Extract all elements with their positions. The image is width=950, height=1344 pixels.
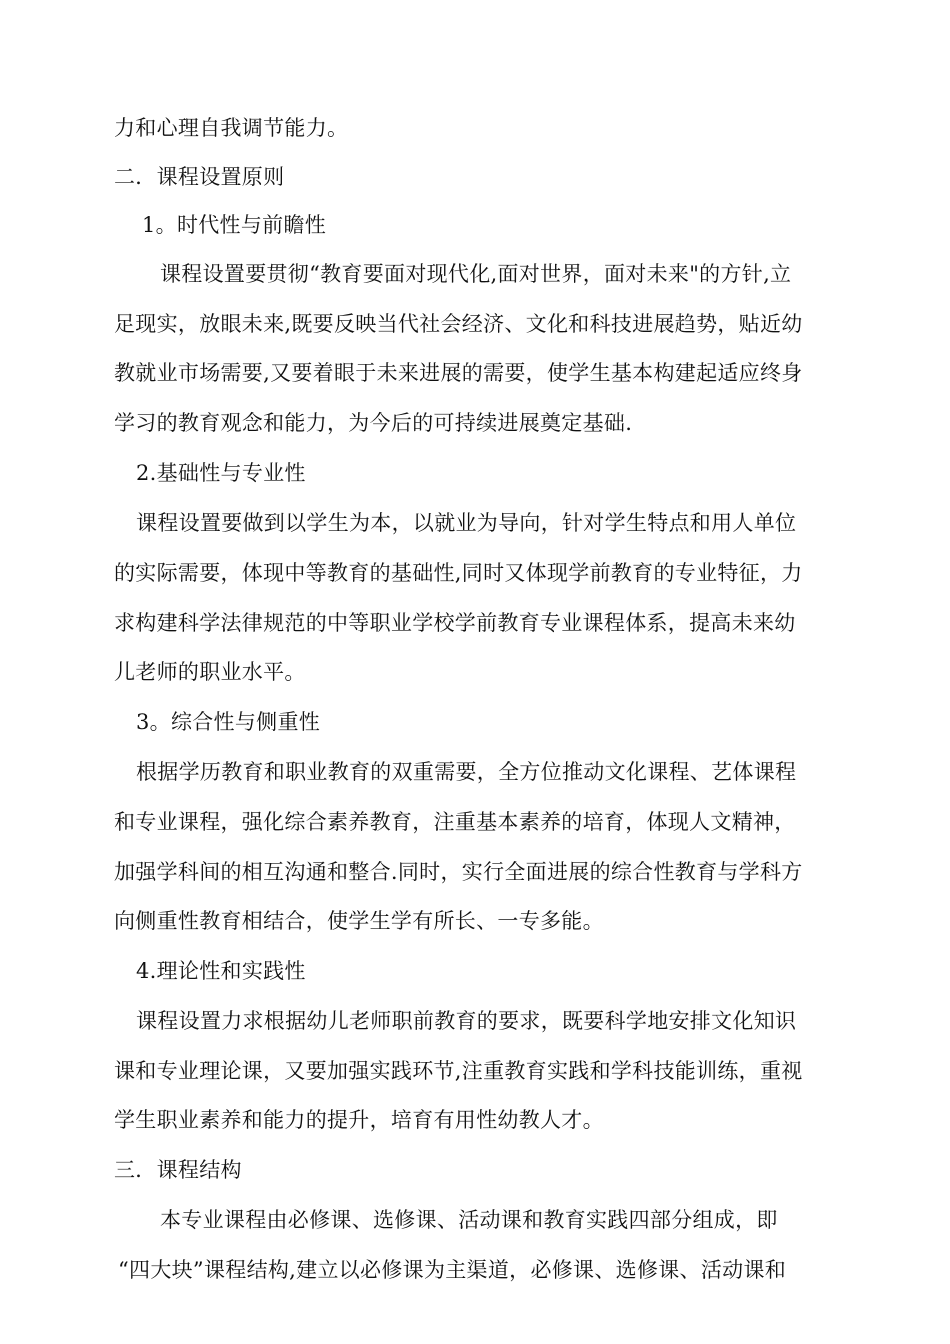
section-heading: 三．课程结构 — [114, 1158, 242, 1182]
paragraph-line: 儿老师的职业水平。 — [114, 660, 306, 684]
paragraph-line: 课程设置要贯彻“教育要面对现代化,面对世界，面对未来"的方针,立 — [160, 262, 792, 286]
section-heading: 二．课程设置原则 — [114, 165, 285, 189]
paragraph-line: 的实际需要，体现中等教育的基础性,同时又体现学前教育的专业特征，力 — [114, 561, 803, 585]
paragraph-line: 课和专业理论课，又要加强实践环节,注重教育实践和学科技能训练，重视 — [114, 1059, 803, 1083]
subsection-heading: 4.理论性和实践性 — [136, 959, 306, 983]
paragraph-line: 加强学科间的相互沟通和整合.同时，实行全面进展的综合性教育与学科方 — [114, 860, 803, 884]
paragraph-line: 课程设置要做到以学生为本，以就业为导向，针对学生特点和用人单位 — [136, 511, 797, 535]
paragraph-line: 足现实，放眼未来,既要反映当代社会经济、文化和科技进展趋势，贴近幼 — [114, 312, 803, 336]
subsection-heading: 3。综合性与侧重性 — [136, 710, 321, 734]
paragraph-line: 教就业市场需要,又要着眼于未来进展的需要，使学生基本构建起适应终身 — [114, 361, 803, 385]
paragraph-line: 力和心理自我调节能力。 — [114, 116, 349, 140]
paragraph-line: 求构建科学法律规范的中等职业学校学前教育专业课程体系，提高未来幼 — [114, 611, 796, 635]
paragraph-line: “四大块”课程结构,建立以必修课为主渠道，必修课、选修课、活动课和 — [118, 1258, 787, 1282]
paragraph-line: 本专业课程由必修课、选修课、活动课和教育实践四部分组成，即 — [160, 1208, 778, 1232]
paragraph-line: 和专业课程，强化综合素养教育，注重基本素养的培育，体现人文精神， — [114, 810, 796, 834]
paragraph-line: 课程设置力求根据幼儿老师职前教育的要求，既要科学地安排文化知识 — [136, 1009, 797, 1033]
paragraph-line: 根据学历教育和职业教育的双重需要，全方位推动文化课程、艺体课程 — [136, 760, 797, 784]
subsection-heading: 1。时代性与前瞻性 — [142, 213, 327, 237]
paragraph-line: 学生职业素养和能力的提升，培育有用性幼教人才。 — [114, 1108, 604, 1132]
paragraph-line: 学习的教育观念和能力，为今后的可持续进展奠定基础. — [114, 411, 633, 435]
subsection-heading: 2.基础性与专业性 — [136, 461, 306, 485]
paragraph-line: 向侧重性教育相结合，使学生学有所长、一专多能。 — [114, 909, 604, 933]
